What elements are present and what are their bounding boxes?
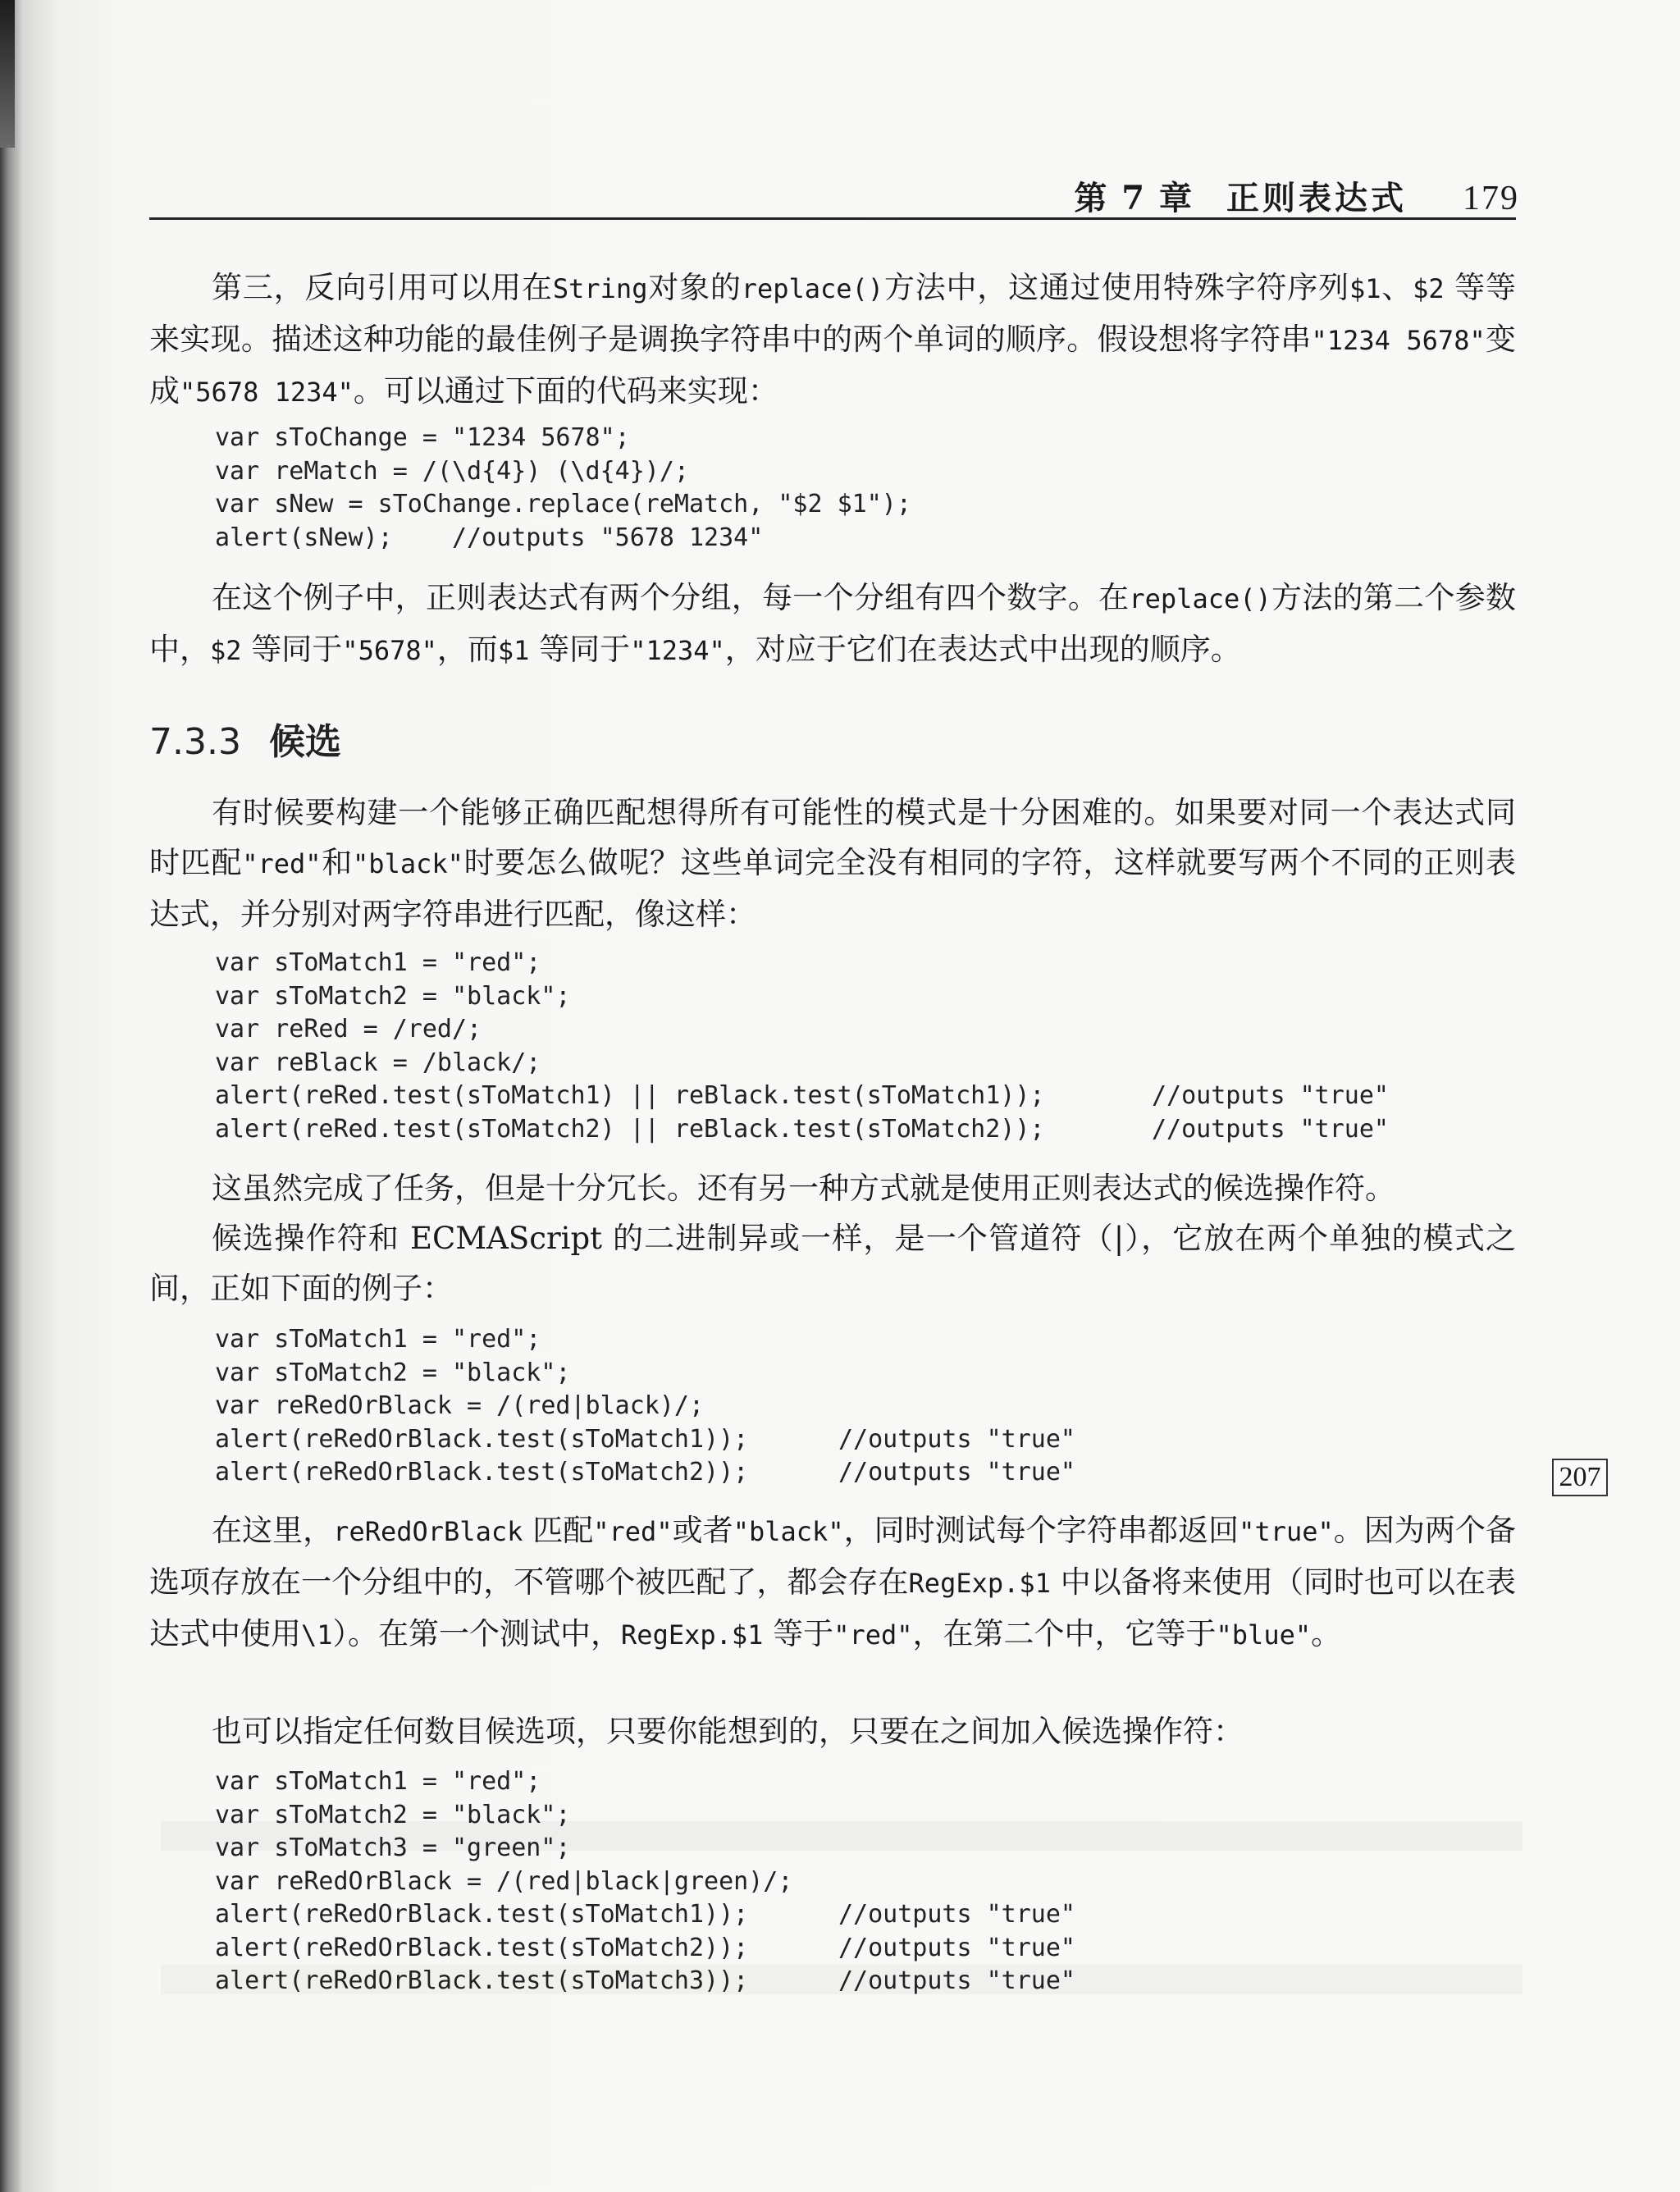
code-line: var reBlack = /black/; <box>215 1048 541 1077</box>
paragraph-groups-explanation: 在这个例子中，正则表达式有两个分组，每一个分组有四个数字。在replace()方法的第二个参数中，$2 等同于"5678"，而$1 等同于"1234"，对应于它们在表达式中出现的顺序。 <box>149 580 1516 667</box>
chapter-title: 正则表达式 <box>1226 179 1407 217</box>
book-spine-shadow <box>0 0 15 148</box>
code-line: var reRedOrBlack = /(red|black|green)/; <box>215 1866 793 1896</box>
code-line: alert(reRed.test(sToMatch1) || reBlack.test(sToMatch1)); <box>215 1081 1045 1110</box>
code-block-swap-words <box>215 422 911 588</box>
code-line: alert(reRedOrBlack.test(sToMatch3)); <box>215 1966 749 1995</box>
code-comment: //outputs "true" <box>838 1933 1075 1962</box>
original-page-number-box: 207 <box>1552 1459 1608 1496</box>
code-line: var sToMatch1 = "red"; <box>215 1767 541 1796</box>
code-comment: //outputs "true" <box>1152 1114 1389 1144</box>
page-number: 179 <box>1463 180 1519 217</box>
code-line: alert(reRedOrBlack.test(sToMatch2)); <box>215 1458 749 1486</box>
code-line: var sToMatch2 = "black"; <box>215 1800 571 1829</box>
paragraph-alternation-intro: 有时候要构建一个能够正确匹配想得所有可能性的模式是十分困难的。如果要对同一个表达式同时匹配"red"和"black"时要怎么做呢？这些单词完全没有相同的字符，这样就要写两个不同的正则表达式，并分别对两字符串进行匹配，像这样： <box>149 795 1517 932</box>
code-line: var reRed = /red/; <box>215 1015 482 1043</box>
paragraph-backreference-replace: 第三，反向引用可以用在String对象的replace()方法中，这通过使用特殊字符序列$1、$2 等等来实现。描述这种功能的最佳例子是调换字符串中的两个单词的顺序。假设想将字符串"1234 5678"变成"5678 1234"。可以通过下面的代码来实现： <box>149 270 1517 409</box>
code-line: var sToMatch2 = "black"; <box>215 1358 571 1387</box>
code-line: alert(reRedOrBlack.test(sToMatch2)); <box>215 1933 749 1962</box>
paragraph-pipe-operator: 候选操作符和 ECMAScript 的二进制异或一样，是一个管道符（|），它放在两个单独的模式之间，正如下面的例子： <box>149 1221 1516 1306</box>
running-header <box>1074 172 1519 219</box>
code-line: var sToMatch2 = "black"; <box>215 981 571 1011</box>
code-line: var reRedOrBlack = /(red|black)/; <box>215 1391 705 1420</box>
code-line: alert(sNew); //outputs "5678 1234" <box>215 523 764 552</box>
chapter-label: 第 7 章 <box>1074 179 1194 217</box>
section-number: 7.3.3 <box>149 721 241 763</box>
code-line: var sToMatch1 = "red"; <box>215 948 541 977</box>
code-line: var sToMatch3 = "green"; <box>215 1834 571 1862</box>
code-line: var sNew = sToChange.replace(reMatch, "$2 $1"); <box>215 490 911 518</box>
code-comment: //outputs "true" <box>838 1966 1075 1995</box>
code-comment: //outputs "true" <box>838 1424 1075 1454</box>
code-comment: //outputs "true" <box>838 1900 1075 1929</box>
code-line: alert(reRed.test(sToMatch2) || reBlack.test(sToMatch2)); <box>215 1114 1045 1144</box>
header-rule <box>149 217 1516 220</box>
section-title: 候选 <box>268 721 341 763</box>
code-comment: //outputs "true" <box>838 1458 1075 1486</box>
code-line: alert(reRedOrBlack.test(sToMatch1)); <box>215 1900 749 1929</box>
paragraph-any-number-alternatives: 也可以指定任何数目候选项，只要你能想到的，只要在之间加入候选操作符： <box>212 1714 1244 1749</box>
code-line: var sToMatch1 = "red"; <box>215 1325 541 1354</box>
section-heading <box>149 712 341 765</box>
code-line: alert(reRedOrBlack.test(sToMatch1)); <box>215 1424 749 1454</box>
paragraph-verbose-note: 这虽然完成了任务，但是十分冗长。还有另一种方式就是使用正则表达式的候选操作符。 候选操作符和 ECMAScript 的二进制异或一样，是一个管道符（|），它放在两个单独的模式之间，正如下面的例子： <box>149 1163 1516 1313</box>
code-block-three-alternatives <box>215 1765 1075 2131</box>
paragraph-regexp-dollar1: 在这里，reRedOrBlack 匹配"red"或者"black"，同时测试每个字符串都返回"true"。因为两个备选项存放在一个分组中的，不管哪个被匹配了，都会存在RegExp.$1 中以备将来使用（同时也可以在表达式中使用\1）。在第一个测试中，RegExp.$1 等于"red"，在第二个中，它等于"blue"。 <box>149 1513 1517 1651</box>
code-comment: //outputs "true" <box>1152 1081 1389 1110</box>
code-line: var reMatch = /(\d{4}) (\d{4})/; <box>215 456 689 486</box>
code-line: var sToChange = "1234 5678"; <box>215 423 630 452</box>
